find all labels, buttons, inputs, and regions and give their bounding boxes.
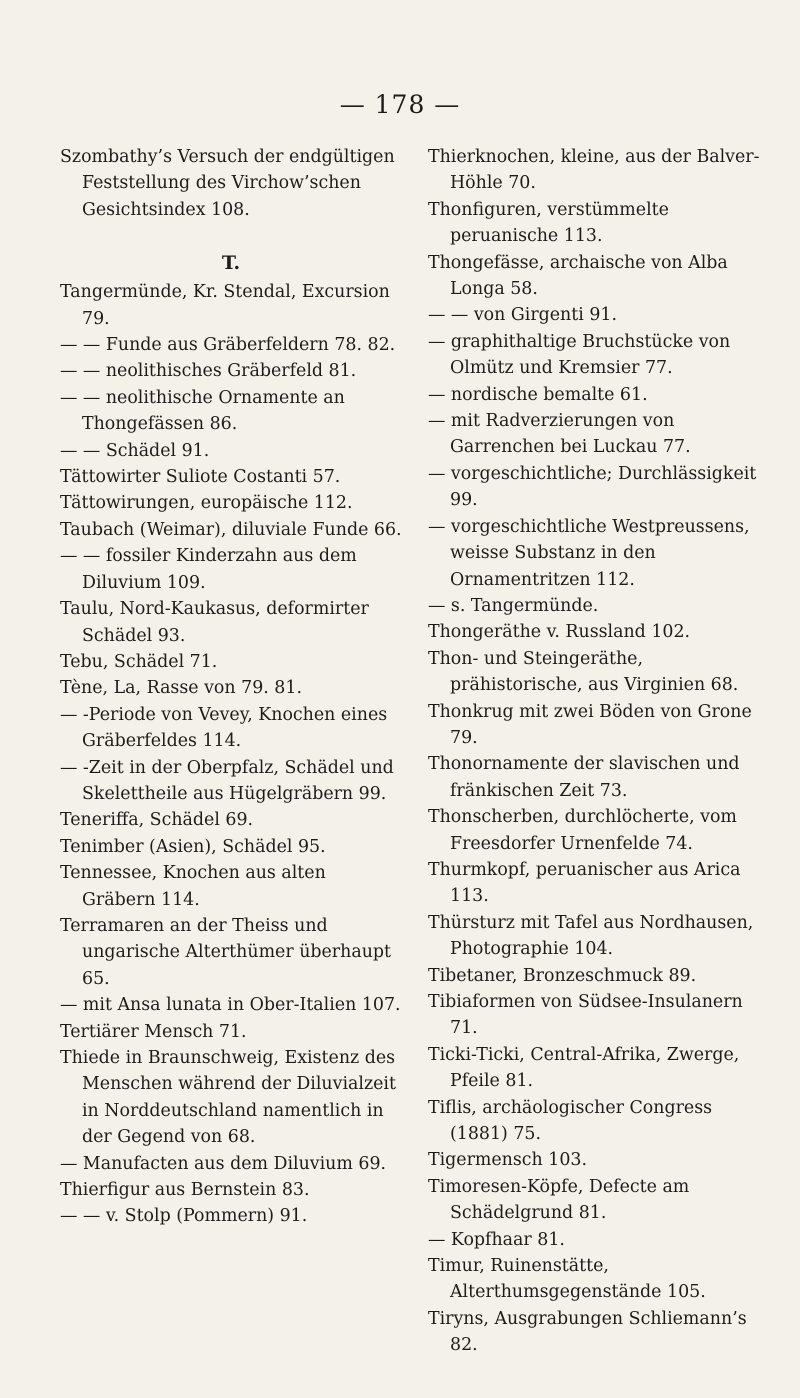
section-letter-heading: T. (221, 252, 241, 275)
index-entry: Thierknochen, kleine, aus der Balver-Höhle 70. (428, 147, 760, 194)
index-entry: Taubach (Weimar), diluviale Funde 66. (60, 519, 402, 540)
index-entry: — — neolithisches Gräberfeld 81. (60, 361, 357, 382)
index-entry: — s. Tangermünde. (428, 595, 599, 616)
page-number: — 178 — (339, 90, 461, 119)
index-entry: Tigermensch 103. (428, 1150, 587, 1171)
index-entry: Tennessee, Knochen aus alten Gräbern 114. (60, 863, 326, 910)
index-entry: Thiede in Braunschweig, Existenz des Menschen während der Diluvialzeit in Norddeutschland namentlich in der Gegend von 68. (60, 1048, 396, 1148)
index-column-left (60, 144, 402, 1230)
index-entry: Terramaren an der Theiss und ungarische Alterthümer überhaupt 65. (60, 915, 392, 989)
index-entry: Szombathy’s Versuch der endgültigen Feststellung des Virchow’schen Gesichtsindex 108. (60, 147, 395, 220)
index-entry: — Kopfhaar 81. (428, 1229, 565, 1250)
index-entry: Tenimber (Asien), Schädel 95. (60, 836, 326, 857)
index-entry: — mit Ansa lunata in Ober-Italien 107. (60, 995, 401, 1016)
index-entry: Ticki-Ticki, Central-Afrika, Zwerge, Pfeile 81. (428, 1044, 740, 1092)
index-entry: — — von Girgenti 91. (428, 305, 617, 326)
index-entry: — — Funde aus Gräberfeldern 78. 82. (60, 335, 396, 356)
index-entry: Thongefässe, archaische von Alba Longa 58. (428, 252, 728, 300)
index-entry: Thonkrug mit zwei Böden von Grone 79. (428, 701, 752, 748)
index-entry: Tène, La, Rasse von 79. 81. (60, 678, 302, 699)
index-entry: — Manufacten aus dem Diluvium 69. (60, 1153, 387, 1174)
index-entry: Thonornamente der slavischen und fränkischen Zeit 73. (428, 754, 740, 801)
index-entry: Tiryns, Ausgrabungen Schliemann’s 82. (428, 1308, 747, 1356)
index-entry: Tiflis, archäologischer Congress (1881) 75. (428, 1097, 713, 1145)
index-entry: — -Periode von Vevey, Knochen eines Gräberfeldes 114. (60, 704, 388, 752)
index-entry: Teneriffa, Schädel 69. (60, 810, 254, 831)
entries-after-heading (60, 279, 402, 1230)
index-entry: — — Schädel 91. (60, 440, 210, 461)
index-entry: Tertiärer Mensch 71. (60, 1021, 247, 1042)
index-entry: Thon- und Steingeräthe, prähistorische, aus Virginien 68. (428, 648, 739, 696)
index-entry: Taulu, Nord-Kaukasus, deformirter Schädel 93. (60, 599, 369, 646)
index-entry: Tättowirter Suliote Costanti 57. (60, 467, 341, 488)
index-entry: — — neolithische Ornamente an Thongefässen 86. (60, 387, 345, 435)
index-entry: Timur, Ruinenstätte, Alterthumsgegenstände 105. (428, 1256, 706, 1303)
index-entry: — -Zeit in der Oberpfalz, Schädel und Skelettheile aus Hügelgräbern 99. (60, 757, 394, 804)
index-entry: — vorgeschichtliche Westpreussens, weisse Substanz in den Ornamentritzen 112. (428, 516, 750, 590)
index-entry: Thongeräthe v. Russland 102. (428, 622, 691, 643)
index-entry: — graphithaltige Bruchstücke von Olmütz und Kremsier 77. (428, 331, 731, 379)
entries-before-heading (60, 144, 402, 223)
index-entry: Tebu, Schädel 71. (60, 651, 218, 672)
right-entries (428, 144, 770, 1359)
index-entry: — — v. Stolp (Pommern) 91. (60, 1206, 308, 1227)
index-column-right (428, 144, 770, 1359)
index-entry: — nordische bemalte 61. (428, 384, 648, 405)
index-entry: — vorgeschichtliche; Durchlässigkeit 99. (428, 463, 757, 511)
index-entry: Thonscherben, durchlöcherte, vom Freesdorfer Urnenfelde 74. (428, 807, 737, 854)
index-entry: Tibetaner, Bronzeschmuck 89. (428, 965, 697, 986)
index-entry: Thierfigur aus Bernstein 83. (60, 1180, 310, 1201)
index-entry: Tibiaformen von Südsee-Insulanern 71. (428, 992, 743, 1039)
index-entry: — mit Radverzierungen von Garrenchen bei Luckau 77. (428, 411, 691, 458)
index-entry: Thonfiguren, verstümmelte peruanische 113. (428, 199, 669, 247)
index-entry: Thürsturz mit Tafel aus Nordhausen, Photographie 104. (428, 912, 754, 960)
index-entry: Thurmkopf, peruanischer aus Arica 113. (428, 859, 741, 907)
index-entry: Timoresen-Köpfe, Defecte am Schädelgrund 81. (428, 1176, 690, 1224)
index-entry: — — fossiler Kinderzahn aus dem Diluvium 109. (60, 546, 357, 593)
index-entry: Tättowirungen, europäische 112. (60, 493, 353, 514)
index-entry: Tangermünde, Kr. Stendal, Excursion 79. (60, 282, 390, 329)
